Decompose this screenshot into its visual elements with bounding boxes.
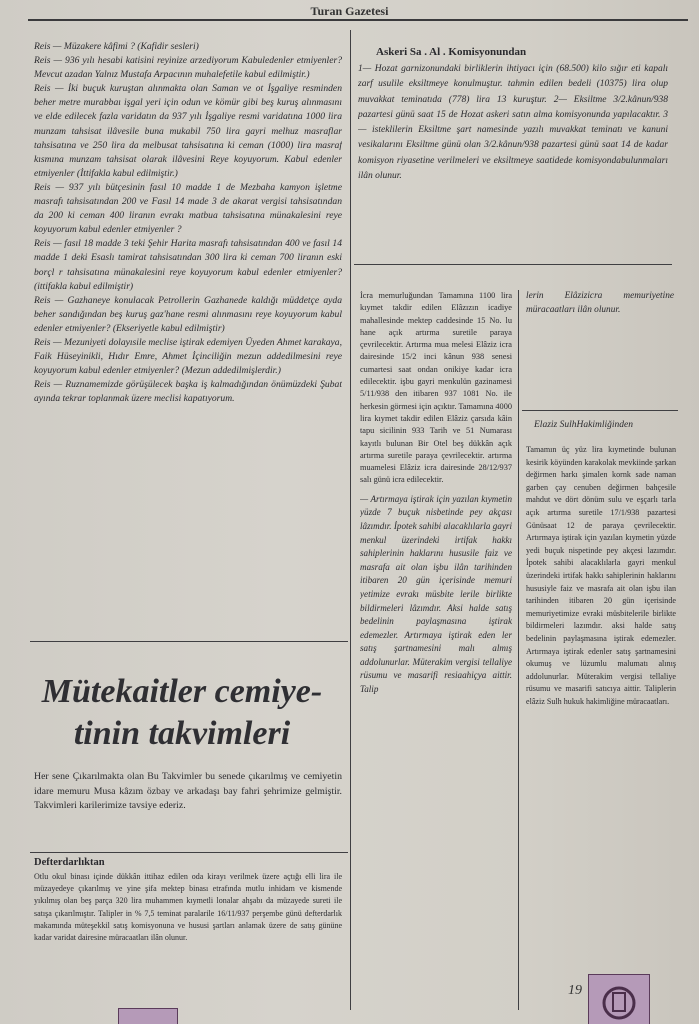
minutes-paragraph: Reis — 936 yılı hesabi katisini reyinize arzediyorum Kabuledenler etmiyenler? Mevcut azadan Yalnız Mustafa Arpacının muhalefetile kabul edilmiştir.) <box>34 55 342 81</box>
court-notice-title: Elaziz SulhHakimliğinden <box>534 420 633 430</box>
minutes-paragraph: Reis — 937 yılı bütçesinin fasıl 10 madde 1 de Mezbaha kamyon işletme masrafı tahsisatından 200 ve Fasıl 14 made 3 de akarat vergisi tahsisatından da 200 ki ceman 400 liranın evrakı matbua tahsisatına münakalesini reye koyuyorum kabul edenler etmiyenler ? <box>34 181 342 236</box>
stamp-emblem-icon <box>589 975 649 1024</box>
column-divider <box>518 290 519 1010</box>
masthead-title: Turan Gazetesi <box>310 4 389 18</box>
military-notice-title: Askeri Sa . Al . Komisyonundan <box>376 46 527 58</box>
minutes-paragraph: Reis — Müzakere kâfimi ? (Kafidir sesleri) <box>34 41 199 52</box>
section-divider <box>30 852 348 853</box>
section-divider <box>30 641 348 642</box>
column-divider <box>350 30 351 1010</box>
enforcement-text: İcra memurluğundan Tamamına 1100 lira kıymet takdir edilen Elâzızın icadiye mahallesinde mektep caddesinde 15 No. lu hane açık artırma suretile paraya çevrilecektir. Artırma mua melesi Elâziz icra dairesinde 15/2 inci kânun 938 senesi cumartesi saat ondan onikiye kadar icra edilecektir. işbu gayri menkulün gazinamesi 5/11/938 den itibaren 937 1081 No. ile herkesin görmesi için açıktır. Tamamına 4000 lira kıymet takdir edilen Elâziz çarsıda kâin tapu sicilinin 933 Tarih ve 51 Numarası kayıtlı bulunan Bir Otel beş dükkân açık artırma suretile paraya çevrilecektir. artırma muamelesi Elâziz icra dairesinde 28/12/937 salı günü icra edilecektir. <box>360 291 512 485</box>
defterdar-text: Otlu okul binası içinde dükkân ittihaz edilen oda kirayı verilmek üzere açtığı elli lira ile müzayedeye çıkarılmış ve yine şifa mektep binası etrafında mutlu inhidam ve kismende yıkılmış olan beş parça 320 lira muhammen kıymetli lonalar ahşabı da müzayede sureti ile satışa çıkarılmıştır. Talipler in % 7,5 teminat paralarile 16/11/937 perşembe günü defterdarlık makamında müteşekkil satış komisyonuna ve hususi şartları anlamak üzere de satış gününe kadar varidat dairesine müracaatları ilân olunur. <box>34 872 342 943</box>
court-notice-text: Tamamın üç yüz lira kıymetinde bulunan kesirik köyünden karakolak mevkiinde şarkan değirmen harkı şimalen kornk sade naman garben çay cenuben değirmen bahçesile mahdut ve dört dönüm sulu ve eşçarlı tarla açık artırma suretile 17/1/938 pazartesi Günüsaat 12 de paraya çevrilecektir. Artırmaya iştirak için yazılan kıymetin yüzde yedi buçuk nispetinde pey akçesi lazımdır. İpotek sahibi alacaklılarla gayri menkul üzerindeki irtifak hakkı sahiplerinin haklarını hususiyle faiz ve masrafa ait olan işbu ilan tarihinden itibaren 20 gün içerisinde memuriyetimize evraki müsbitelerile birlikte bildirmeleri lazımdır. aksi halde satış bedelinin paylaşmasına iştirak edemezler. Artırmaya iştirak edenler satış şartnamesini okumuş ve lüzumlu malumatı alınış addolunurlar. Müterakim vergisi tellaliye rüsumu ve masarifi satıcıya aittir. Taliplerin elâziz Sulh hukuk hakimliğine müracaatları. <box>526 445 676 706</box>
minutes-paragraph: Reis — Mezuniyeti dolayısile meclise iştirak edemiyen Üyeden Ahmet karakaya, Faik Hüseyinikli, Hıdır Emre, Ahmet İçinciliğin mezun addedilmesini reye koyuyorum kabul edenler etmiyenler? (Mezun addedilmişlerdir.) <box>34 336 342 377</box>
short-notice-text: lerin Elâzizicra memuriyetine müracaatları ilân olunur. <box>526 291 674 315</box>
section-divider <box>354 264 672 265</box>
headline-line-1: Mütekaitler cemiye- <box>41 673 323 710</box>
revenue-stamp-left <box>118 1008 178 1024</box>
revenue-stamp-right <box>588 974 650 1024</box>
council-minutes <box>34 40 342 638</box>
section-divider <box>522 410 678 411</box>
minutes-paragraph: Reis — Gazhaneye konulacak Petrollerin Gazhanede kaldığı müddetçe ayda beher sandığından beş kuruş gaz'hane resmi alınmasını reye koyuyorum kabul edenler etmiyenler? (Ekseriyetle kabul edilmiştir) <box>34 294 342 334</box>
military-notice-text: 1— Hozat garnizonundaki birliklerin ihtiyacı için (68.500) kilo sığır eti kapalı zarf usulile eksiltmeye konulmuştur. tahmin edilen bedeli (10375) lira olup muvakkat teminatıda (778) lira 13 kuruştur. 2— Eksiltme 3/2.kânun/938 pazartesi günü saat 15 de Hozat askeri satın alma komisyonunda yapılacaktır. 3— isteklilerin Eksiltme şart namesinde yazılı muvakkat teminatı ve kanuni vesikalarını Eksiltme günü olan 3/2.kânun/938 pazartesi günü saat 14 de kadar komisyon riyasetine verilmeleri ve eksiltmeye saatidede komisyondabulunmaları ilân olunur. <box>358 64 668 182</box>
enforcement-conditions: — Artırmaya iştirak için yazılan kıymetin yüzde 7 buçuk nisbetinde pey akçası lâzımdır. İpotek sahibi alacaklılarla gayri menkul üzerindeki irtifak hakkı sahiplerinin haklarını hususile faiz ve masrafa ait olan işbu ilân tarihinden itibaren 20 gün içerisinde memuri yetimize evrakı müsbite lerile birlikte bildirmeleri lâzımdır. Aksi halde satış bedelinin paylaşmasına iştirak edemezler. Artırmaya iştirak eden ler satış şartnamesini malı almış addolunurlar. Müterakim vergisi tellaliye rüsumu ve masarifi resiaahiçya aittir. Talip <box>360 493 512 695</box>
minutes-paragraph: Reis — İki buçuk kuruştan alınmakta olan Saman ve ot İşgaliye resminden beher metre murabbaı işgal yeri için odun ve kömür gibi beş kuruş alınmasını ve elde edilecek fazla varidatın da 937 yılı İşgaliye resmi varidatına 1000 lira munzam tahsisat ilâvesile buna mukabil 750 lira gayri melhuz masraflar tahsisatına ve 250 lira da melbusat tahsisatına ki ceman (1000) lira masraf kısmına munzam tahsisat olarak ilâvesini Reye koyuyorum. Kabul edenler etmiyenler (İttifakla kabul edilmiştir.) <box>34 83 342 179</box>
masthead-rule <box>28 19 688 21</box>
minutes-paragraph: Reis — Ruznamemizde görüşülecek başka iş kalmadığından önümüzdeki Şubat ayında tekrar toplanmak üzere meclisi kapatıyorum. <box>34 379 342 405</box>
short-notice <box>526 290 674 350</box>
calendar-notice <box>34 770 342 852</box>
page-number: 19 <box>568 983 582 998</box>
military-notice <box>358 46 668 266</box>
calendar-notice-text: Her sene Çıkarılmakta olan Bu Takvimler bu senede çıkarılmış ve cemiyetin idare memuru Musa kâzım özbay ve arkadaşı bay fahri şehrimize gelmiştir. Takvimleri karilerimize tavsiye ederiz. <box>34 771 342 812</box>
enforcement-notice <box>360 290 512 1010</box>
minutes-paragraph: Reis — fasıl 18 madde 3 teki Şehir Harita masrafı tahsisatından 400 ve fasıl 14 madde 1 deki Esaslı tamirat tahsisatından 300 lira ki ceman 700 liranın eski borçl r tahsisatına münakalesini reye koyuyorum kabul edenler etmiyenler? (ittifakla kabul edilmiştir) <box>34 238 342 292</box>
defterdar-notice <box>34 857 342 997</box>
court-notice <box>526 418 676 978</box>
defterdar-heading: Defterdarlıktan <box>34 857 105 868</box>
headline-line-2: tinin takvimleri <box>73 715 291 752</box>
